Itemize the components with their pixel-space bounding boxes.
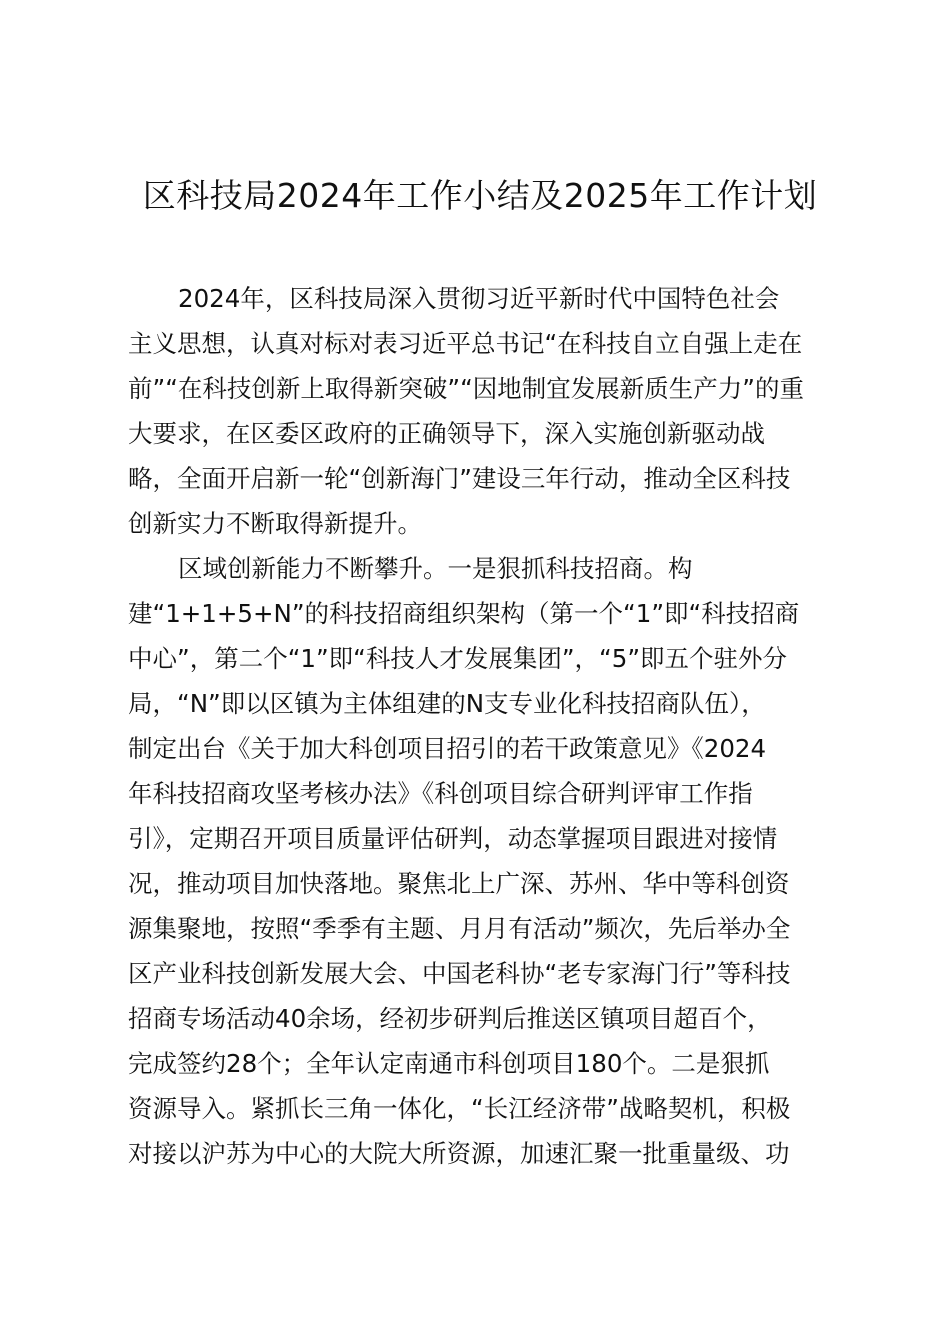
paragraph-2-line-8: 况，推动项目加快落地。聚焦北上广深、苏州、华中等科创资 [128,869,790,898]
paragraph-2-line-6: 年科技招商攻坚考核办法》《科创项目综合研判评审工作指 [128,779,753,808]
paragraph-2-line-9: 源集聚地，按照“季季有主题、月月有活动”频次，先后举办全 [128,914,791,943]
paragraph-2-line-5: 制定出台《关于加大科创项目招引的若干政策意见》《2024 [128,734,767,763]
paragraph-2-line-10: 区产业科技创新发展大会、中国老科协“老专家海门行”等科技 [128,959,791,988]
paragraph-2-line-7: 引》，定期召开项目质量评估研判，动态掌握项目跟进对接情 [128,824,778,853]
paragraph-2-line-4: 局，“N”即以区镇为主体组建的N支专业化科技招商队伍）， [128,689,766,718]
paragraph-2-line-2: 建“1+1+5+N”的科技招商组织架构（第一个“1”即“科技招商 [128,599,800,628]
paragraph-1-line-4: 大要求，在区委区政府的正确领导下，深入实施创新驱动战 [128,419,765,448]
document-title: 区科技局2024年工作小结及2025年工作计划 [142,176,818,215]
paragraph-1-line-2: 主义思想，认真对标对表习近平总书记“在科技自立自强上走在 [128,329,803,358]
paragraph-2-line-14: 对接以沪苏为中心的大院大所资源，加速汇聚一批重量级、功 [128,1139,790,1168]
paragraph-1-line-1: 2024年，区科技局深入贯彻习近平新时代中国特色社会 [178,284,780,313]
paragraph-2-line-1: 区域创新能力不断攀升。一是狠抓科技招商。构 [178,554,693,583]
paragraph-2-line-12: 完成签约28个；全年认定南通市科创项目180个。二是狠抓 [128,1049,770,1078]
paragraph-2-line-11: 招商专场活动40余场，经初步研判后推送区镇项目超百个， [128,1004,772,1033]
paragraph-1-line-6: 创新实力不断取得新提升。 [128,509,422,538]
paragraph-2-line-13: 资源导入。紧抓长三角一体化，“长江经济带”战略契机，积极 [128,1094,791,1123]
paragraph-1-line-3: 前”“在科技创新上取得新突破”“因地制宜发展新质生产力”的重 [128,374,804,403]
paragraph-2-line-3: 中心”，第二个“1”即“科技人才发展集团”，“5”即五个驻外分 [128,644,788,673]
paragraph-1-line-5: 略，全面开启新一轮“创新海门”建设三年行动，推动全区科技 [128,464,791,493]
